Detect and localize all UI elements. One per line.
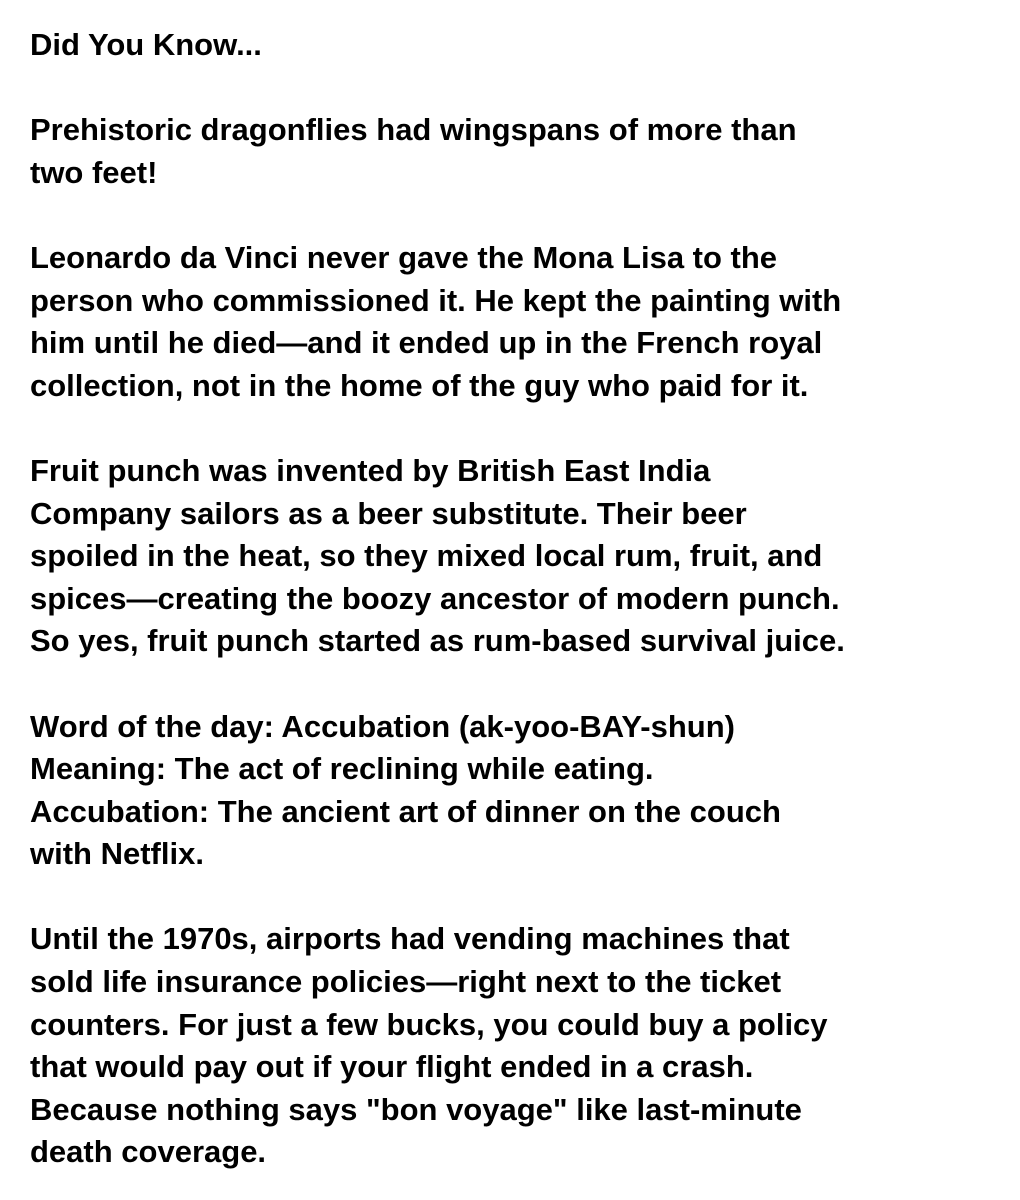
text-line: Fruit punch was invented by British East India bbox=[30, 452, 711, 488]
text-line: Because nothing says "bon voyage" like last-minute bbox=[30, 1091, 802, 1127]
paragraph-spacer bbox=[30, 194, 1000, 237]
paragraph-spacer bbox=[30, 663, 1000, 706]
text-line: Accubation: The ancient art of dinner on the couch bbox=[30, 793, 781, 829]
fact-mona-lisa bbox=[30, 237, 1000, 407]
text-line: Leonardo da Vinci never gave the Mona Lisa to the bbox=[30, 239, 778, 275]
text-line: So yes, fruit punch started as rum-based survival juice. bbox=[30, 623, 845, 659]
word-of-the-day bbox=[30, 706, 1000, 876]
text-line: Word of the day: Accubation (ak-yoo-BAY-shun) bbox=[30, 708, 735, 744]
text-line: Company sailors as a beer substitute. Their beer bbox=[30, 495, 747, 531]
text-line: that would pay out if your flight ended in a crash. bbox=[30, 1049, 754, 1085]
fact-dragonflies bbox=[30, 109, 1000, 194]
text-line: with Netflix. bbox=[30, 836, 204, 872]
paragraph-spacer bbox=[30, 407, 1000, 450]
text-line: Until the 1970s, airports had vending machines that bbox=[30, 921, 790, 957]
text-line: him until he died—and it ended up in the French royal bbox=[30, 325, 823, 361]
text-line: spoiled in the heat, so they mixed local rum, fruit, and bbox=[30, 538, 823, 574]
paragraph-spacer bbox=[30, 876, 1000, 919]
text-line: collection, not in the home of the guy who paid for it. bbox=[30, 367, 809, 403]
text-line: two feet! bbox=[30, 154, 158, 190]
fact-fruit-punch bbox=[30, 450, 1000, 663]
text-line: Meaning: The act of reclining while eating. bbox=[30, 751, 654, 787]
text-line: sold life insurance policies—right next to the ticket bbox=[30, 964, 782, 1000]
fact-airport-insurance bbox=[30, 918, 1000, 1174]
note-heading: Did You Know... bbox=[30, 27, 262, 62]
text-line: spices—creating the boozy ancestor of modern punch. bbox=[30, 580, 840, 616]
text-line: counters. For just a few bucks, you could buy a policy bbox=[30, 1006, 828, 1042]
paragraph-spacer bbox=[30, 67, 1000, 110]
text-line: person who commissioned it. He kept the painting with bbox=[30, 282, 842, 318]
text-line: death coverage. bbox=[30, 1134, 267, 1170]
text-line: Prehistoric dragonflies had wingspans of more than bbox=[30, 112, 797, 148]
